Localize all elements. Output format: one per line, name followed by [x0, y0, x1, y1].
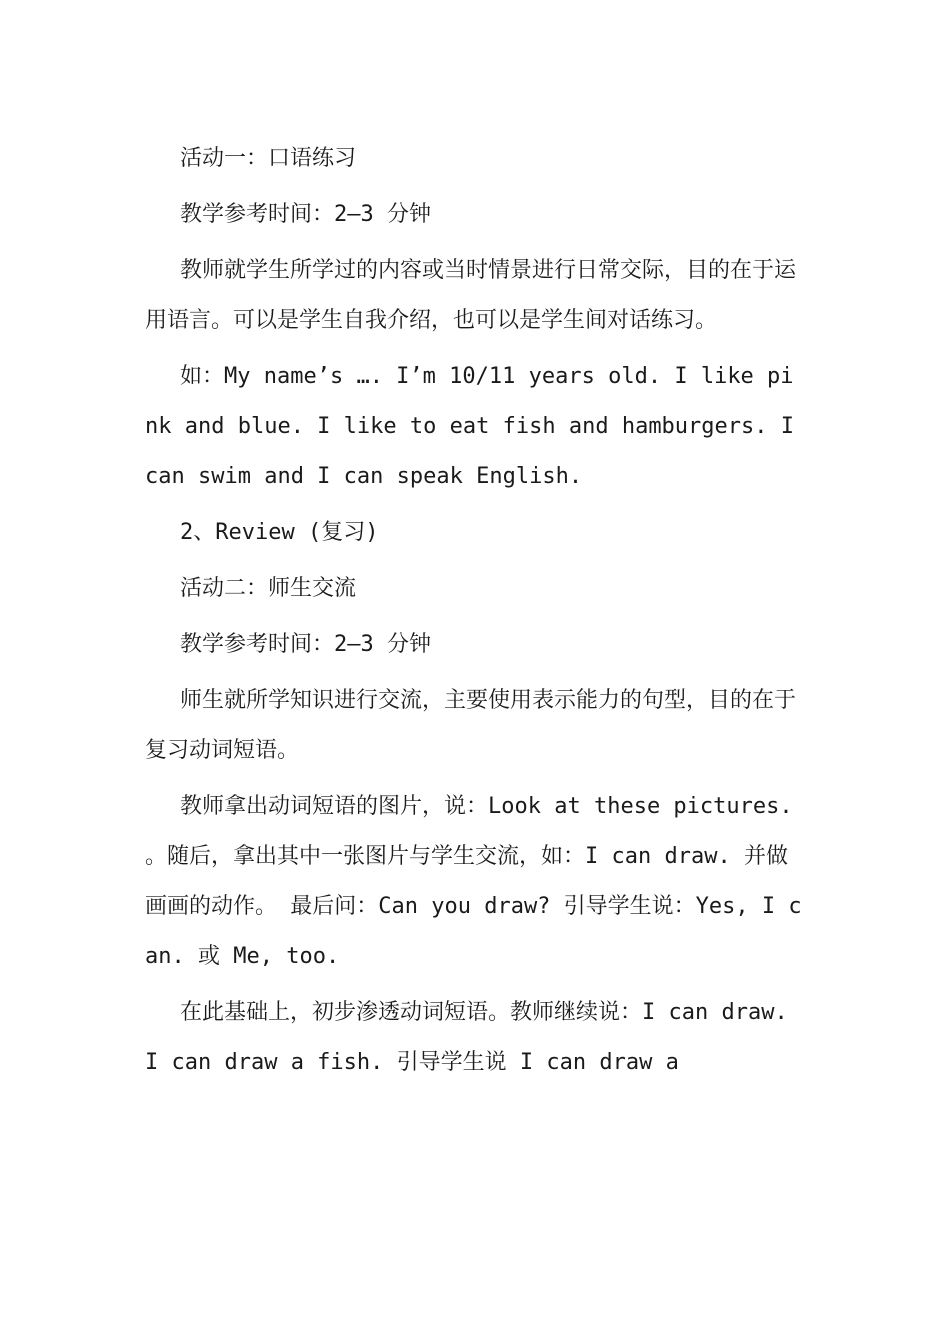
- teaching-time-2: 教学参考时间：2—3 分钟: [180, 632, 431, 657]
- activity-two-procedure: 教师拿出动词短语的图片，说：Look at these pictures. 。随后，拿出其中一张图片与学生交流，如：I can draw. 并做画画的动作。 最后问：Can you draw? 引导学生说：Yes, I can. 或 Me, too.: [145, 794, 802, 969]
- activity-one-description: 教师就学生所学过的内容或当时情景进行日常交际，目的在于运用语言。可以是学生自我介绍，也可以是学生间对话练习。: [145, 258, 797, 333]
- activity-two-extension: 在此基础上，初步渗透动词短语。教师继续说：I can draw. I can draw a fish. 引导学生说 I can draw a: [145, 1000, 788, 1075]
- document-body: [145, 134, 805, 1094]
- activity-one-heading: 活动一：口语练习: [180, 146, 357, 171]
- review-section-heading: 2、Review (复习): [180, 520, 379, 545]
- activity-two-description: 师生就所学知识进行交流，主要使用表示能力的句型，目的在于复习动词短语。: [145, 688, 797, 763]
- activity-one-example: 如：My name’s …. I’m 10/11 years old. I like pink and blue. I like to eat fish and hamburgers. I can swim and I can speak English.: [145, 364, 795, 489]
- teaching-time-1: 教学参考时间：2—3 分钟: [180, 202, 431, 227]
- activity-two-heading: 活动二：师生交流: [180, 576, 357, 601]
